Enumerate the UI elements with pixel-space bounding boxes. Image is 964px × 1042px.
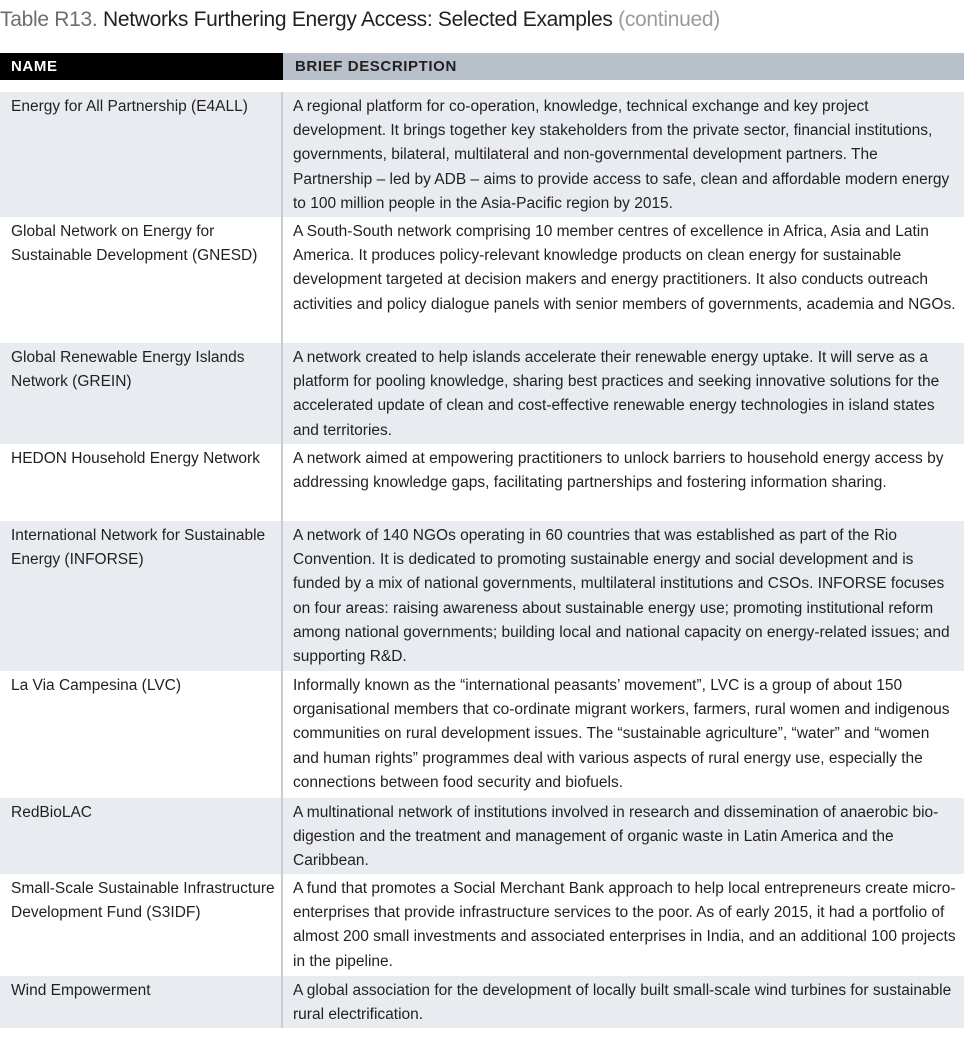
table-row <box>0 217 964 343</box>
network-name: HEDON Household Energy Network <box>0 444 283 521</box>
table-row <box>0 92 964 217</box>
column-header-description: BRIEF DESCRIPTION <box>283 53 964 80</box>
network-description: Informally known as the “international peasants’ movement”, LVC is a group of about 150 organisational members that co-ordinate migrant workers, farmers, rural women and indigenous communities on rural development issues. The “sustainable agriculture”, “water” and “women and human rights” programmes deal with various aspects of rural energy use, especially the connections between food security and biofuels. <box>293 677 950 791</box>
table-row <box>0 798 964 874</box>
network-name: Wind Empowerment <box>0 976 283 1028</box>
table-row <box>0 671 964 798</box>
table-number: Table R13. <box>0 8 98 31</box>
table-header <box>0 53 964 80</box>
network-name: La Via Campesina (LVC) <box>0 671 283 798</box>
table-title-continued: (continued) <box>618 8 720 31</box>
network-name: Energy for All Partnership (E4ALL) <box>0 92 283 217</box>
network-description: A fund that promotes a Social Merchant Bank approach to help local entrepreneurs create micro-enterprises that provide infrastructure services to the poor. As of early 2015, it had a portfolio of almost 200 small investments and associated enterprises in India, and an additional 100 projects in the pipeline. <box>293 880 956 970</box>
network-description: A regional platform for co-operation, knowledge, technical exchange and key project development. It brings together key stakeholders from the private sector, financial institutions, governments, bilateral, multilateral and non-governmental development partners. The Partnership – led by ADB – aims to provide access to safe, clean and affordable modern energy to 100 million people in the Asia-Pacific region by 2015. <box>293 98 950 212</box>
network-name: Global Renewable Energy Islands Network (GREIN) <box>0 343 283 444</box>
network-description: A network aimed at empowering practitioners to unlock barriers to household energy access by addressing knowledge gaps, facilitating partnerships and fostering information sharing. <box>293 450 944 492</box>
network-name: Small-Scale Sustainable Infrastructure Development Fund (S3IDF) <box>0 874 283 976</box>
network-name: RedBioLAC <box>0 798 283 874</box>
table-row <box>0 976 964 1028</box>
network-name: Global Network on Energy for Sustainable Development (GNESD) <box>0 217 283 343</box>
network-description: A South-South network comprising 10 member centres of excellence in Africa, Asia and Latin America. It produces policy-relevant knowledge products on clean energy for sustainable development targeted at decision makers and energy practitioners. It also conducts outreach activities and policy dialogue panels with senior members of governments, academia and NGOs. <box>293 223 956 313</box>
network-description: A network created to help islands accelerate their renewable energy uptake. It will serve as a platform for pooling knowledge, sharing best practices and seeking innovative solutions for the accelerated update of clean and cost-effective renewable energy technologies in island states and territories. <box>293 349 940 439</box>
table-row <box>0 521 964 671</box>
network-name: International Network for Sustainable Energy (INFORSE) <box>0 521 283 671</box>
column-header-name: NAME <box>0 53 283 80</box>
table-title <box>0 6 720 34</box>
table-row <box>0 343 964 444</box>
table-row <box>0 444 964 521</box>
table-row <box>0 874 964 976</box>
network-description: A multinational network of institutions involved in research and dissemination of anaerobic bio-digestion and the treatment and management of organic waste in Latin America and the Caribbean. <box>293 804 939 870</box>
network-description: A network of 140 NGOs operating in 60 countries that was established as part of the Rio Convention. It is dedicated to promoting sustainable energy and social development and is funded by a mix of national governments, multilateral institutions and CSOs. INFORSE focuses on four areas: raising awareness about sustainable energy use; promoting institutional reform among national governments; building local and national capacity on energy-related issues; and supporting R&D. <box>293 527 950 666</box>
table-body <box>0 92 964 1028</box>
table-title-main: Networks Furthering Energy Access: Selected Examples <box>102 8 613 31</box>
network-description: A global association for the development of locally built small-scale wind turbines for sustainable rural electrification. <box>293 982 952 1024</box>
